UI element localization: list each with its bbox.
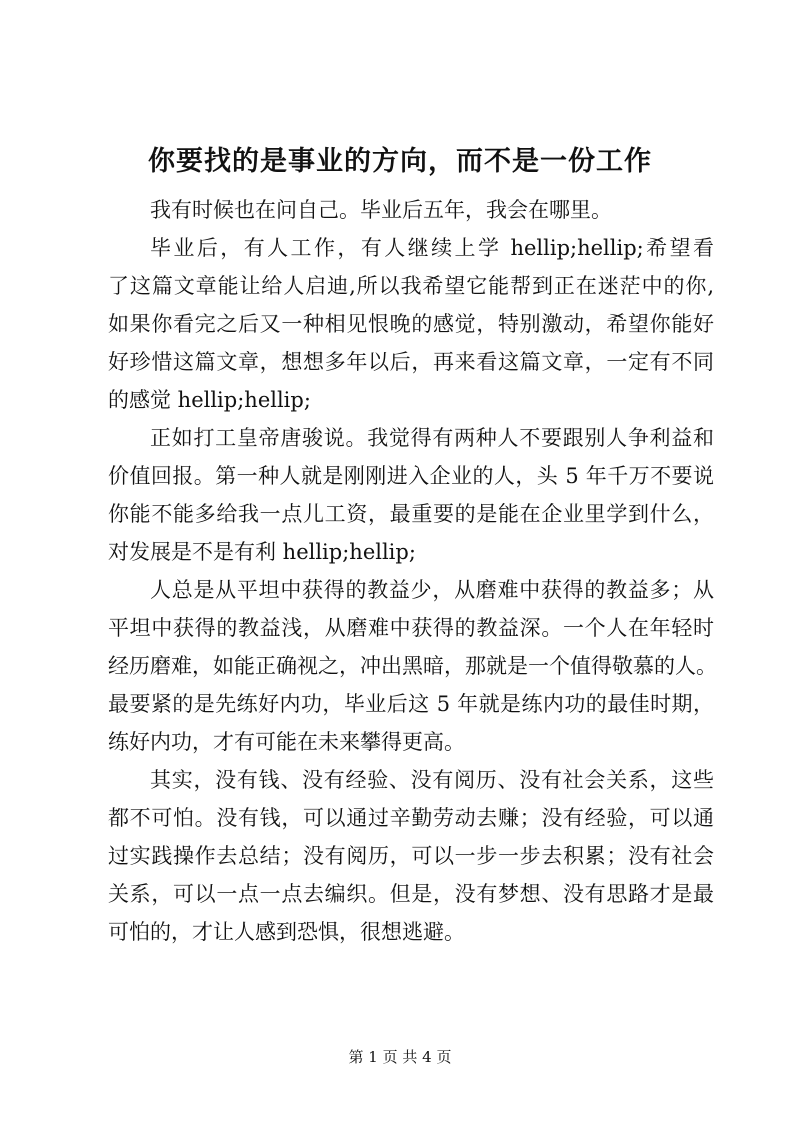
paragraph-4-line-4: 最要紧的是先练好内功，毕业后这 5 年就是练内功的最佳时期， bbox=[108, 692, 714, 716]
paragraph-4-line-1: 人总是从平坦中获得的教益少，从磨难中获得的教益多；从 bbox=[150, 578, 714, 602]
paragraph-5-line-4: 关系，可以一点一点去编织。但是，没有梦想、没有思路才是最 bbox=[108, 882, 714, 906]
paragraph-2-line-3: 如果你看完之后又一种相见恨晚的感觉，特别激动，希望你能好 bbox=[108, 312, 714, 336]
paragraph-4-line-2: 平坦中获得的教益浅，从磨难中获得的教益深。一个人在年轻时 bbox=[108, 616, 714, 640]
paragraph-5-line-2: 都不可怕。没有钱，可以通过辛勤劳动去赚；没有经验，可以通 bbox=[108, 806, 714, 830]
page-footer: 第 1 页 共 4 页 bbox=[348, 1048, 452, 1066]
paragraph-2-line-2: 了这篇文章能让给人启迪,所以我希望它能帮到正在迷茫中的你, bbox=[108, 274, 714, 298]
paragraph-1-line-1: 我有时候也在问自己。毕业后五年，我会在哪里。 bbox=[150, 198, 612, 222]
paragraph-5-line-3: 过实践操作去总结；没有阅历，可以一步一步去积累；没有社会 bbox=[108, 844, 714, 868]
paragraph-4-line-5: 练好内功，才有可能在未来攀得更高。 bbox=[108, 730, 465, 754]
paragraph-3-line-3: 你能不能多给我一点儿工资，最重要的是能在企业里学到什么， bbox=[108, 502, 714, 526]
paragraph-3-line-4: 对发展是不是有利 hellip;hellip; bbox=[108, 540, 416, 564]
document-title: 你要找的是事业的方向，而不是一份工作 bbox=[148, 146, 652, 177]
paragraph-2-line-5: 的感觉 hellip;hellip; bbox=[108, 388, 311, 412]
paragraph-3-line-1: 正如打工皇帝唐骏说。我觉得有两种人不要跟别人争利益和 bbox=[150, 426, 714, 450]
paragraph-3-line-2: 价值回报。第一种人就是刚刚进入企业的人，头 5 年千万不要说 bbox=[108, 464, 714, 488]
paragraph-5-line-5: 可怕的，才让人感到恐惧，很想逃避。 bbox=[108, 920, 465, 944]
paragraph-2-line-1: 毕业后，有人工作，有人继续上学 hellip;hellip;希望看 bbox=[150, 236, 714, 260]
paragraph-5-line-1: 其实，没有钱、没有经验、没有阅历、没有社会关系，这些 bbox=[150, 768, 714, 792]
paragraph-2-line-4: 好珍惜这篇文章，想想多年以后，再来看这篇文章，一定有不同 bbox=[108, 350, 714, 374]
paragraph-4-line-3: 经历磨难，如能正确视之，冲出黑暗，那就是一个值得敬慕的人。 bbox=[108, 654, 717, 678]
